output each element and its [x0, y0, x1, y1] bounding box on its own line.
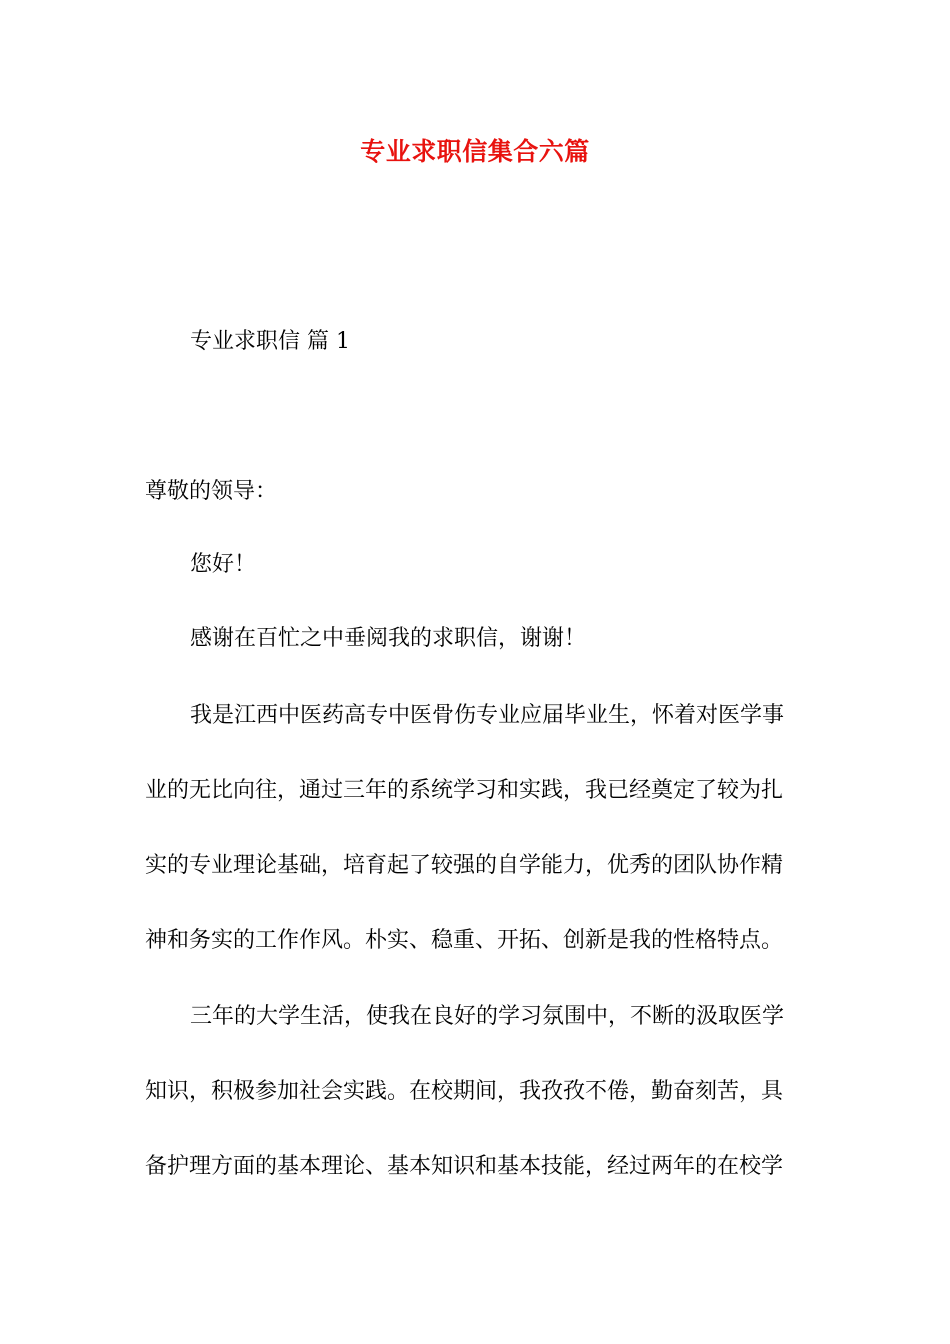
thanks-line: 感谢在百忙之中垂阅我的求职信，谢谢！ [190, 626, 587, 651]
paragraph-line: 神和务实的工作作风。朴实、稳重、开拓、创新是我的性格特点。 [145, 928, 784, 953]
paragraph-line: 三年的大学生活，使我在良好的学习氛围中，不断的汲取医学 [190, 1004, 785, 1029]
paragraph-2 [145, 997, 807, 1222]
document-title: 专业求职信集合六篇 [360, 137, 590, 166]
greeting: 您好！ [190, 552, 257, 577]
paragraph-line: 我是江西中医药高专中医骨伤专业应届毕业生，怀着对医学事 [190, 703, 785, 728]
paragraph-line: 业的无比向往，通过三年的系统学习和实践，我已经奠定了较为扎 [145, 778, 784, 803]
paragraph-line: 备护理方面的基本理论、基本知识和基本技能，经过两年的在校学 [145, 1154, 784, 1179]
salutation: 尊敬的领导： [145, 479, 278, 504]
paragraph-line: 知识，积极参加社会实践。在校期间，我孜孜不倦，勤奋刻苦，具 [145, 1079, 784, 1104]
paragraph-line: 实的专业理论基础，培育起了较强的自学能力，优秀的团队协作精 [145, 853, 784, 878]
section-heading: 专业求职信 篇 1 [190, 329, 350, 354]
paragraph-1 [145, 696, 807, 996]
